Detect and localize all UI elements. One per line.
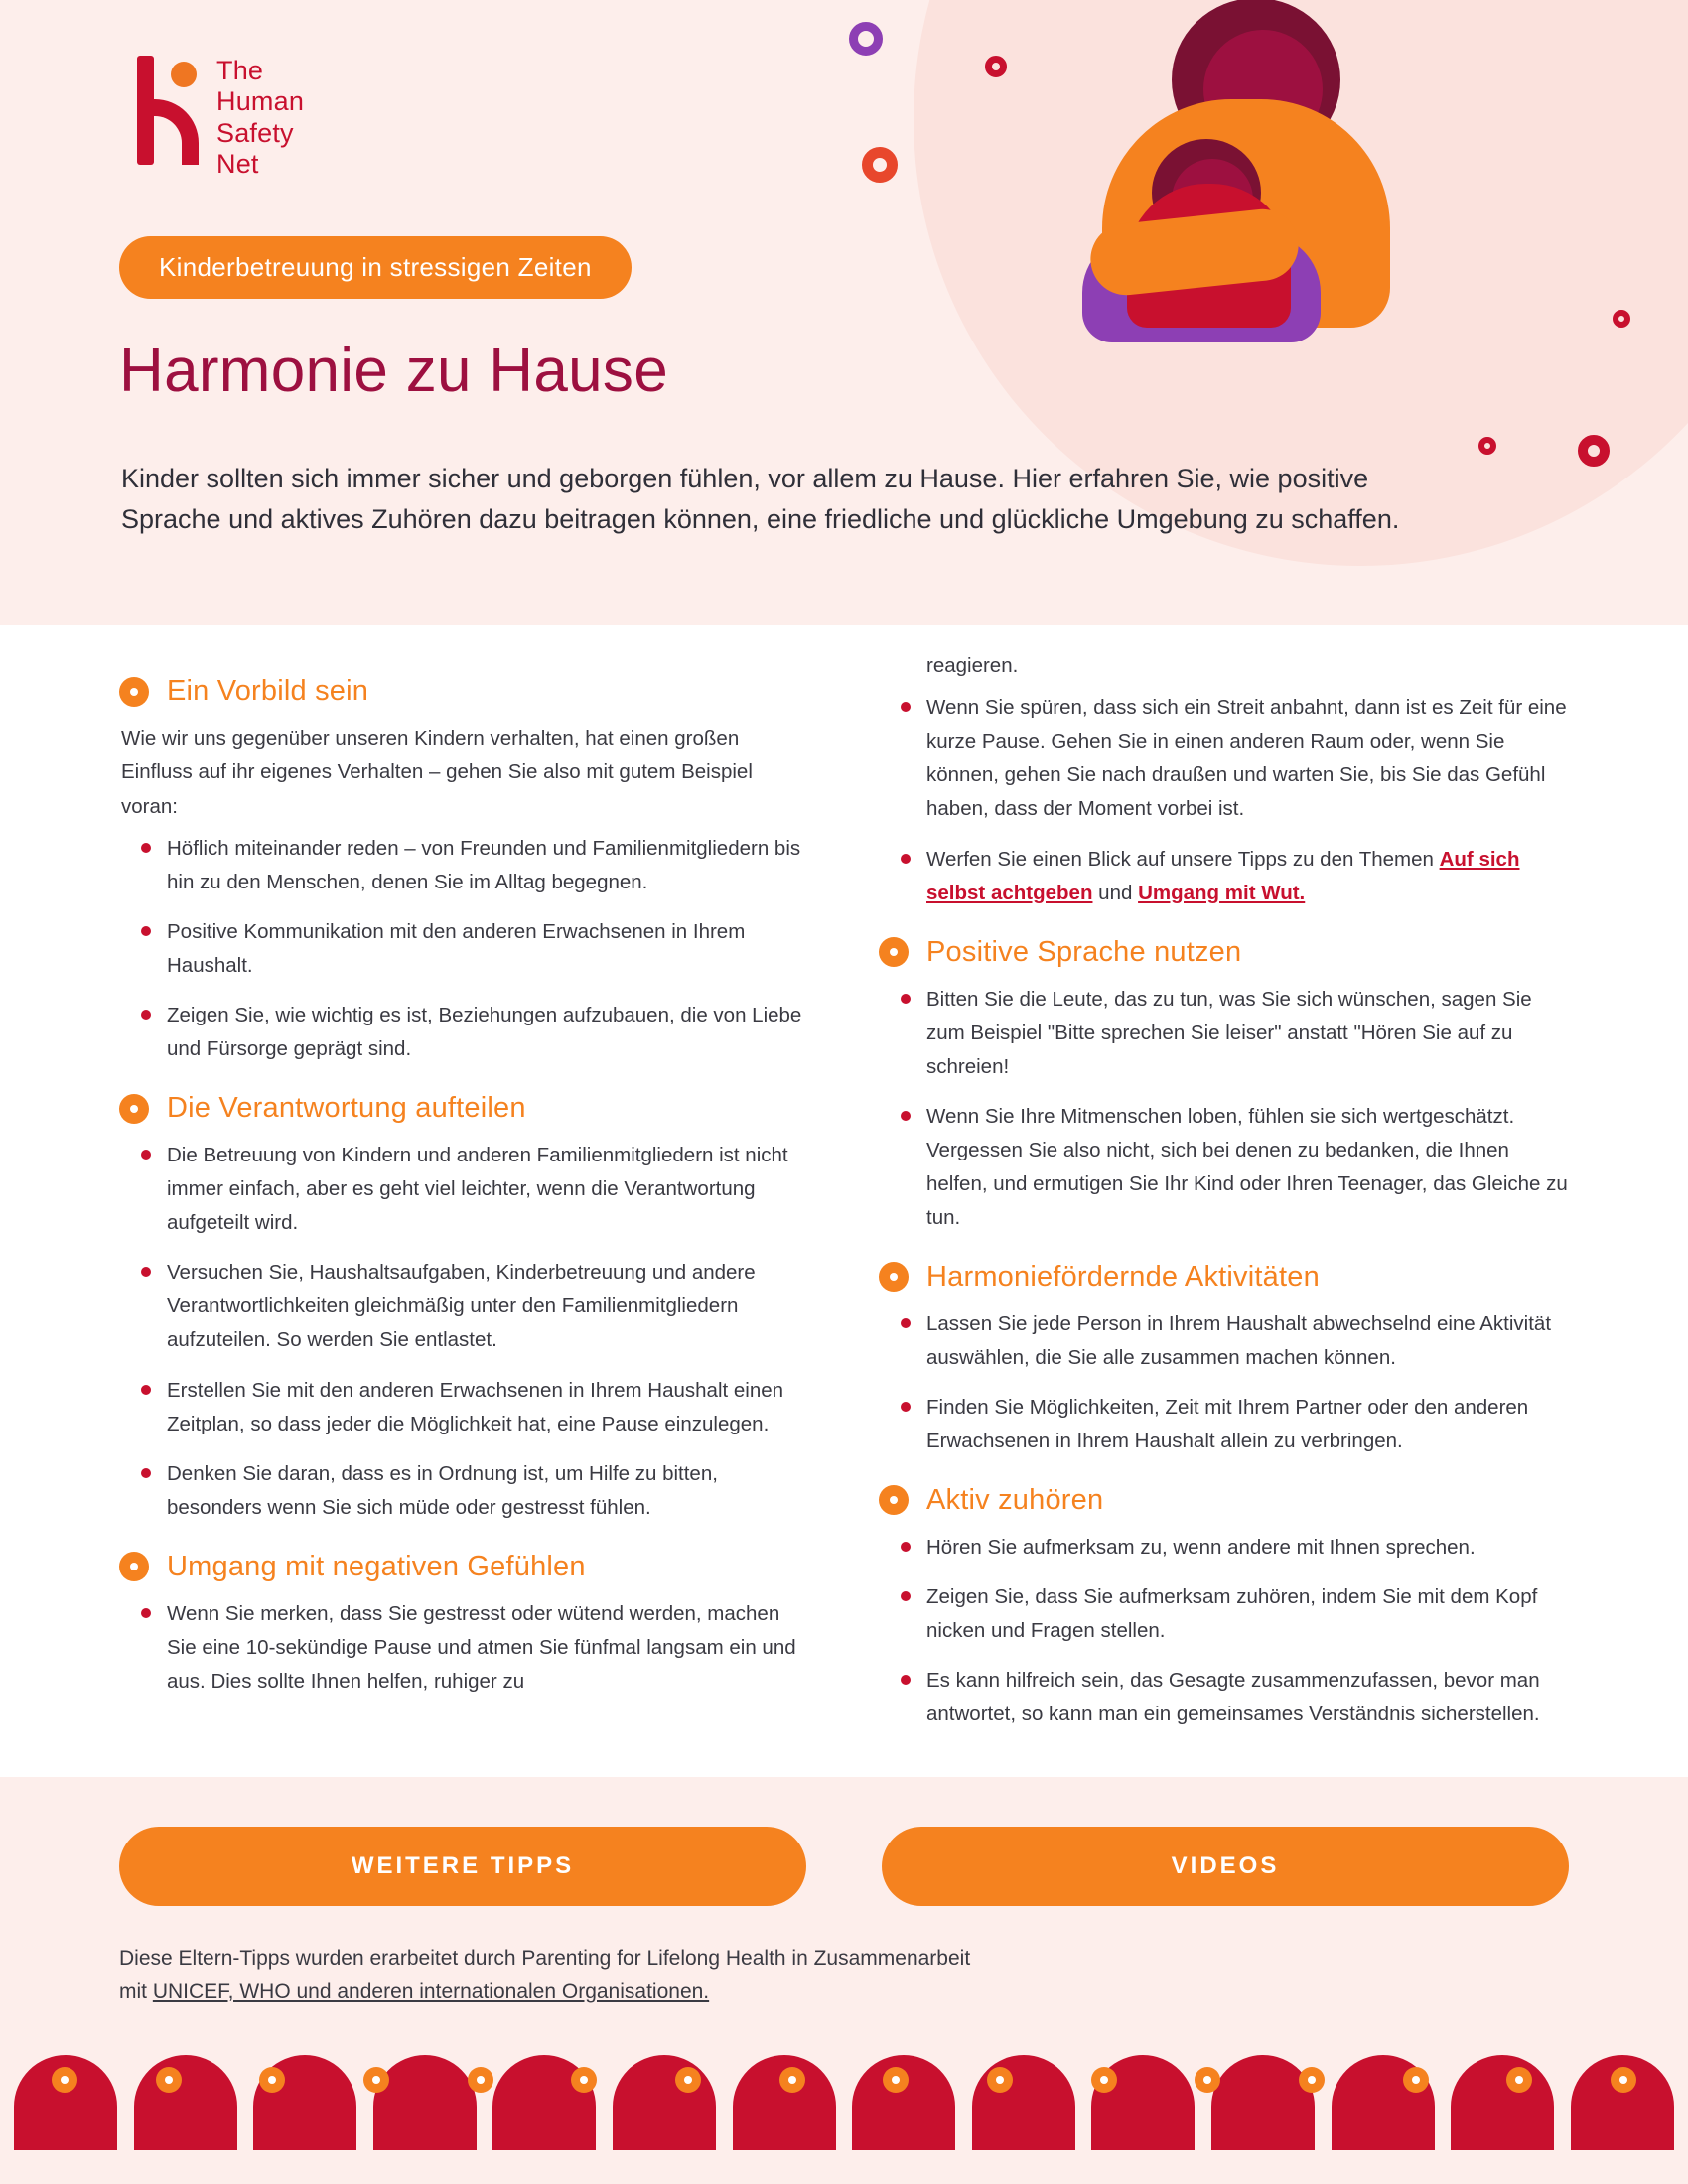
section-paragraph: Wie wir uns gegenüber unseren Kindern verhalten, hat einen großen Einfluss auf ihr eigenes Verhalten – gehen Sie also mit gutem Beispiel voran: <box>121 727 753 818</box>
section-list <box>879 1531 1569 1731</box>
section-bullet-icon <box>119 1094 149 1124</box>
section-title: Ein Vorbild sein <box>167 675 369 707</box>
logo-line-2: Human <box>216 86 305 117</box>
page-title: Harmonie zu Hause <box>119 337 669 405</box>
poster-header <box>0 0 1688 625</box>
logo-line-1: The <box>216 56 264 85</box>
decorative-ring-red <box>862 147 898 183</box>
videos-button[interactable]: VIDEOS <box>882 1827 1569 1906</box>
decorative-ring-red-bottom <box>1478 437 1496 455</box>
logo-mark-icon <box>119 48 209 165</box>
continuation-list <box>879 691 1569 909</box>
section-bullet-icon <box>119 677 149 707</box>
decorative-ring-red-small <box>985 56 1007 77</box>
list-item: Wenn Sie spüren, dass sich ein Streit anbahnt, dann ist es Zeit für eine kurze Pause. Gehen Sie in einen anderen Raum oder, wenn Sie können, gehen Sie nach draußen und warten Sie, bis Sie das Gefühl haben, dass der Moment vorbei ist. <box>879 691 1569 826</box>
section-list <box>119 1597 809 1699</box>
list-item: Wenn Sie merken, dass Sie gestresst oder wütend werden, machen Sie eine 10-sekündige Pause und atmen Sie fünfmal langsam ein und aus. Dies sollte Ihnen helfen, ruhiger zu <box>119 1597 809 1699</box>
logo-wordmark <box>216 48 304 180</box>
list-item-tips <box>879 843 1569 910</box>
category-pill: Kinderbetreuung in stressigen Zeiten <box>119 236 632 299</box>
list-item: Zeigen Sie, wie wichtig es ist, Beziehungen aufzubauen, die von Liebe und Fürsorge geprägt sind. <box>119 999 809 1066</box>
list-item: Höflich miteinander reden – von Freunden und Familienmitgliedern bis hin zu den Menschen, denen Sie im Alltag begegnen. <box>119 832 809 899</box>
section-title: Positive Sprache nutzen <box>926 935 1242 968</box>
link-umgang-mit-wut[interactable]: Umgang mit Wut. <box>1138 881 1306 904</box>
section-bullet-icon <box>879 1262 909 1292</box>
logo <box>119 48 304 180</box>
link-auf-sich-selbst-achtgeben[interactable]: Auf sich selbst achtgeben <box>926 847 1520 904</box>
left-column <box>119 649 809 1747</box>
credit-line-2 <box>119 1976 1569 2009</box>
list-item: Versuchen Sie, Haushaltsaufgaben, Kinderbetreuung und andere Verantwortlichkeiten gleichmäßig unter den Familienmitgliedern aufzuteilen. So werden Sie entlastet. <box>119 1256 809 1357</box>
list-item: Zeigen Sie, dass Sie aufmerksam zuhören, indem Sie mit dem Kopf nicken und Fragen stellen. <box>879 1580 1569 1648</box>
list-item: Wenn Sie Ihre Mitmenschen loben, fühlen sie sich wertgeschätzt. Vergessen Sie also nicht, sich bei denen zu bedanken, die Ihnen helfen, und ermutigen Sie Ihr Kind oder Ihren Teenager, das Gleiche zu tun. <box>879 1100 1569 1235</box>
list-item: Denken Sie daran, dass es in Ordnung ist, um Hilfe zu bitten, besonders wenn Sie sich müde oder gestresst fühlen. <box>119 1457 809 1525</box>
bottom-decorative-pattern <box>0 2055 1688 2184</box>
more-tips-button[interactable]: WEITERE TIPPS <box>119 1827 806 1906</box>
continuation-text: reagieren. <box>926 654 1019 677</box>
parent-child-illustration <box>1072 0 1569 407</box>
section-title: Die Verantwortung aufteilen <box>167 1092 526 1125</box>
list-item: Die Betreuung von Kindern und anderen Familienmitgliedern ist nicht immer einfach, aber es geht viel leichter, wenn die Verantwortung aufgeteilt wird. <box>119 1139 809 1240</box>
section-list <box>119 1139 809 1524</box>
credit-text <box>0 1906 1688 2008</box>
section-title: Harmoniefördernde Aktivitäten <box>926 1260 1320 1293</box>
section-title: Aktiv zuhören <box>926 1483 1104 1516</box>
section-header-negative-gefuehle <box>119 1551 809 1583</box>
list-item: Hören Sie aufmerksam zu, wenn andere mit Ihnen sprechen. <box>879 1531 1569 1565</box>
logo-line-3: Safety <box>216 117 294 148</box>
section-title: Umgang mit negativen Gefühlen <box>167 1550 586 1582</box>
logo-line-4: Net <box>216 148 259 179</box>
list-item: Bitten Sie die Leute, das zu tun, was Sie sich wünschen, sagen Sie zum Beispiel "Bitte sprechen Sie leiser" anstatt "Hören Sie auf zu schreien! <box>879 983 1569 1084</box>
section-bullet-icon <box>119 1552 149 1581</box>
tips-middle: und <box>1092 881 1139 904</box>
list-item: Finden Sie Möglichkeiten, Zeit mit Ihrem Partner oder den anderen Erwachsenen in Ihrem Haushalt allein zu verbringen. <box>879 1391 1569 1458</box>
right-column <box>879 649 1569 1747</box>
tips-prefix: Werfen Sie einen Blick auf unsere Tipps zu den Themen <box>926 847 1440 871</box>
section-header-ein-vorbild-sein <box>119 675 809 708</box>
list-item: Erstellen Sie mit den anderen Erwachsenen in Ihrem Haushalt einen Zeitplan, so dass jeder die Möglichkeit hat, eine Pause einzulegen. <box>119 1374 809 1441</box>
section-header-harmoniefoerdernde-aktivitaeten <box>879 1261 1569 1294</box>
section-list <box>119 832 809 1066</box>
intro-paragraph: Kinder sollten sich immer sicher und geborgen fühlen, vor allem zu Hause. Hier erfahren Sie, wie positive Sprache und aktives Zuhören dazu beitragen können, eine friedliche und glückliche Umgebung zu schaffen. <box>121 464 1400 535</box>
credit-line-1: Diese Eltern-Tipps wurden erarbeitet durch Parenting for Lifelong Health in Zusammenarbeit <box>119 1947 971 1970</box>
decorative-ring-purple <box>849 22 883 56</box>
section-bullet-icon <box>879 937 909 967</box>
section-header-verantwortung-aufteilen <box>119 1092 809 1125</box>
poster-content <box>0 625 1688 1777</box>
section-list <box>879 1307 1569 1458</box>
list-item: Lassen Sie jede Person in Ihrem Haushalt abwechselnd eine Aktivität auswählen, die Sie alle zusammen machen können. <box>879 1307 1569 1375</box>
section-header-positive-sprache <box>879 936 1569 969</box>
credit-link-unicef-who[interactable]: UNICEF, WHO und anderen internationalen Organisationen. <box>152 1979 710 2003</box>
decorative-ring-red-right <box>1613 310 1630 328</box>
footer-buttons <box>0 1777 1688 1906</box>
section-bullet-icon <box>879 1485 909 1515</box>
section-header-aktiv-zuhoeren <box>879 1484 1569 1517</box>
section-list <box>879 983 1569 1235</box>
list-item: Positive Kommunikation mit den anderen Erwachsenen in Ihrem Haushalt. <box>119 915 809 983</box>
credit-prefix: mit <box>119 1979 153 2003</box>
pattern-dots <box>0 2055 1688 2105</box>
list-item: Es kann hilfreich sein, das Gesagte zusammenzufassen, bevor man antwortet, so kann man ein gemeinsames Verständnis sicherstellen. <box>879 1664 1569 1731</box>
decorative-ring-red-large <box>1578 435 1610 467</box>
